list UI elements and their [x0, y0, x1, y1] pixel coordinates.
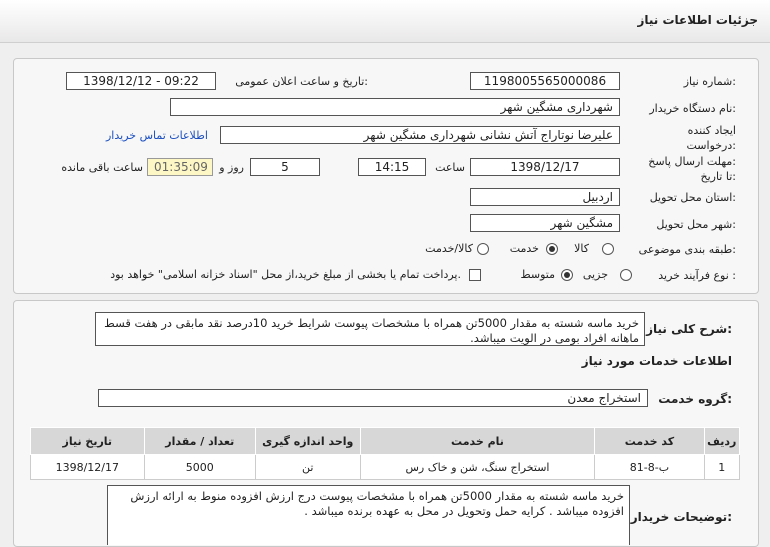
buyer-org-label: نام دستگاه خریدار: [649, 102, 736, 115]
treasury-payment-checkbox[interactable] [469, 269, 481, 281]
service-group-field[interactable]: استخراج معدن [98, 389, 648, 407]
category-goods-radio[interactable] [602, 243, 614, 255]
page-title: جزئیات اطلاعات نیاز [637, 13, 758, 27]
col-quantity: تعداد / مقدار [144, 428, 255, 455]
service-group-label: گروه خدمت: [658, 392, 732, 406]
announce-datetime-field[interactable]: 1398/12/12 - 09:22 [66, 72, 216, 90]
category-goods-label: کالا [574, 242, 589, 255]
buyer-org-field[interactable]: شهرداری مشگین شهر [170, 98, 620, 116]
col-service-code: کد خدمت [595, 428, 704, 455]
category-goods-service-label: کالا/خدمت [425, 242, 473, 255]
col-row-number: ردیف [704, 428, 740, 455]
creator-label-line1: ایجاد کننده [687, 124, 736, 137]
services-table-header [31, 428, 740, 455]
deadline-time-label: ساعت [435, 161, 465, 174]
category-label: طبقه بندی موضوعی: [638, 243, 736, 256]
need-number-label: شماره نیاز: [683, 75, 736, 88]
deadline-date-field[interactable]: 1398/12/17 [470, 158, 620, 176]
services-section-title: اطلاعات خدمات مورد نیاز [581, 354, 732, 368]
title-bar [0, 0, 770, 43]
cell-service-name: استخراج سنگ، شن و خاک رس [360, 455, 595, 480]
process-medium-radio[interactable] [561, 269, 573, 281]
treasury-payment-note: پرداخت تمام یا بخشی از مبلغ خرید،از محل "اسناد خزانه اسلامی" خواهد بود. [110, 268, 461, 281]
creator-label-line2: درخواست: [686, 139, 736, 152]
province-label: استان محل تحویل: [649, 191, 736, 204]
need-number-field[interactable]: 1198005565000086 [470, 72, 620, 90]
days-field[interactable]: 5 [250, 158, 320, 176]
deadline-label-line2: تا تاریخ: [700, 170, 736, 183]
city-field[interactable]: مشگین شهر [470, 214, 620, 232]
category-service-radio[interactable] [546, 243, 558, 255]
cell-service-code: ب-8-81 [595, 455, 704, 480]
col-unit: واحد اندازه گیری [255, 428, 360, 455]
table-row[interactable] [31, 455, 740, 480]
buyer-contact-link[interactable]: اطلاعات تماس خریدار [106, 129, 208, 142]
days-label: روز و [219, 161, 244, 174]
col-service-name: نام خدمت [360, 428, 595, 455]
buyer-notes-field[interactable]: خرید ماسه شسته به مقدار 5000تن همراه با مشخصات پیوست درج ارزش افزوده منوط به ارائه ارزش افزوده میباشد . کرایه حمل وتحویل در محل به عهده برنده میباشد . [107, 485, 630, 545]
description-field[interactable]: خرید ماسه شسته به مقدار 5000تن همراه با مشخصات پیوست شرایط خرید 10درصد نقد مابقی در هفت قسط ماهانه افراد بومی در الویت میباشد. [95, 312, 645, 346]
deadline-time-field[interactable]: 14:15 [358, 158, 426, 176]
city-label: شهر محل تحویل: [656, 218, 736, 231]
col-need-date: تاریخ نیاز [31, 428, 145, 455]
category-service-label: خدمت [509, 242, 539, 255]
category-goods-service-radio[interactable] [477, 243, 489, 255]
services-table [30, 427, 740, 480]
process-medium-label: متوسط [520, 268, 555, 281]
cell-unit: تن [255, 455, 360, 480]
cell-need-date: 1398/12/17 [31, 455, 145, 480]
buyer-notes-label: توضیحات خریدار: [630, 510, 732, 524]
process-minor-radio[interactable] [620, 269, 632, 281]
remaining-label: ساعت باقی مانده [61, 161, 143, 174]
announce-datetime-label: تاریخ و ساعت اعلان عمومی: [235, 75, 368, 88]
cell-quantity: 5000 [144, 455, 255, 480]
province-field[interactable]: اردبیل [470, 188, 620, 206]
process-minor-label: جزیی [582, 268, 608, 281]
creator-field[interactable]: علیرضا نوتاراج آتش نشانی شهرداری مشگین شهر [220, 126, 620, 144]
need-info-panel [13, 58, 759, 294]
description-label: شرح کلی نیاز: [646, 322, 732, 336]
process-label: نوع فرآیند خرید : [658, 269, 736, 282]
remaining-timer: 01:35:09 [147, 158, 213, 176]
deadline-label-line1: مهلت ارسال پاسخ: [648, 155, 736, 168]
cell-row-number: 1 [704, 455, 740, 480]
